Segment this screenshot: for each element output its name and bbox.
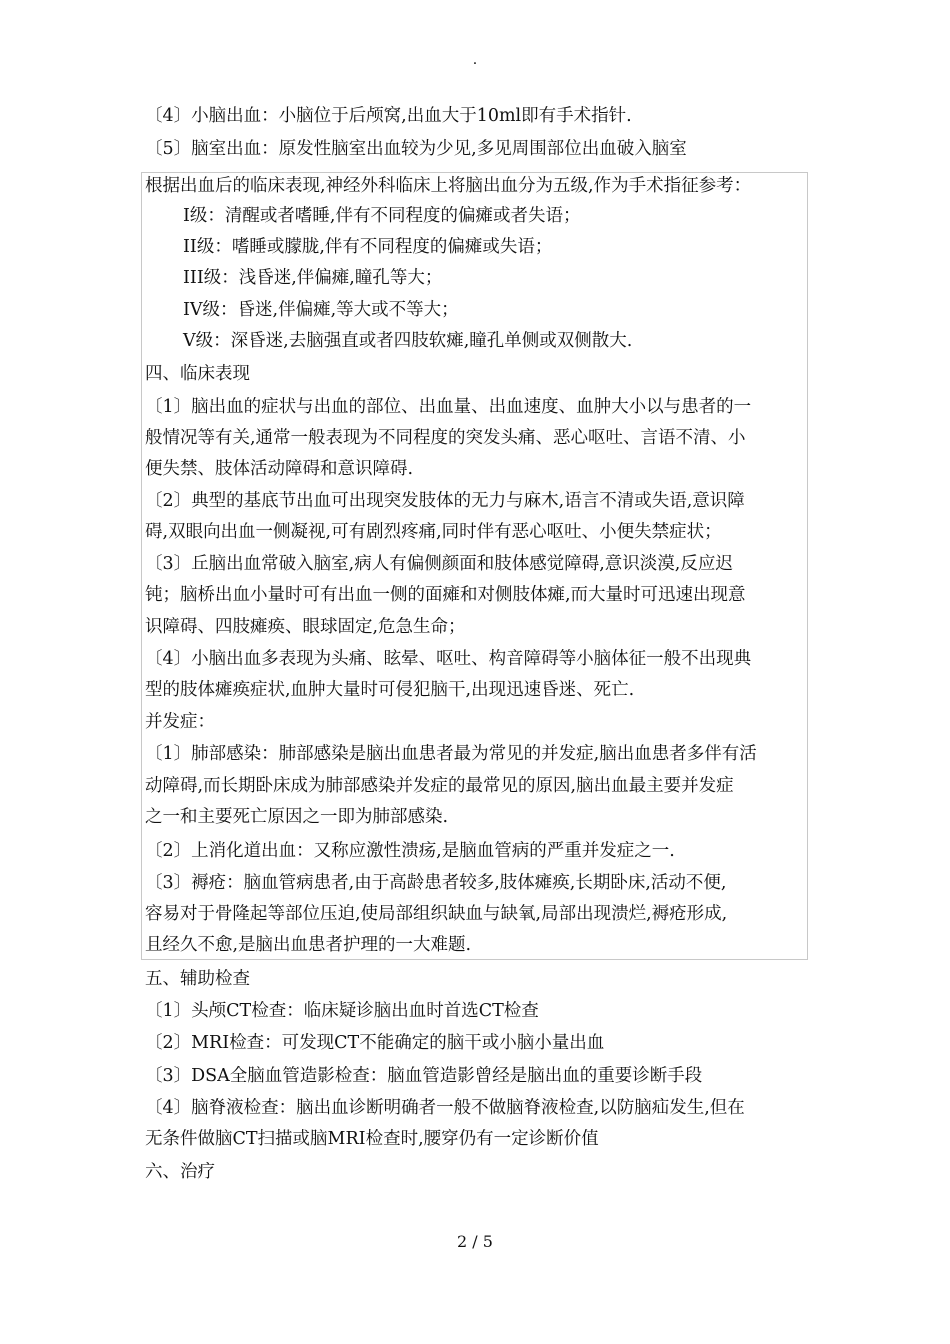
text-line: 且经久不愈,是脑出血患者护理的一大难题. xyxy=(145,935,472,955)
text-line: 〔1〕脑出血的症状与出血的部位、出血量、出血速度、血肿大小以与患者的一 xyxy=(145,397,752,417)
grade-intro: 根据出血后的临床表现,神经外科临床上将脑出血分为五级,作为手术指征参考： xyxy=(145,176,752,196)
grade-item: V级：深昏迷,去脑强直或者四肢软瘫,瞳孔单侧或双侧散大. xyxy=(183,331,633,351)
text-line: 〔4〕小脑出血多表现为头痛、眩晕、呕吐、构音障碍等小脑体征一般不出现典 xyxy=(145,649,752,669)
text-line: 〔4〕脑脊液检查：脑出血诊断明确者一般不做脑脊液检查,以防脑疝发生,但在 xyxy=(145,1098,745,1118)
section-heading: 五、辅助检查 xyxy=(145,969,250,989)
text-line: 容易对于骨隆起等部位压迫,使局部组织缺血与缺氧,局部出现溃烂,褥疮形成, xyxy=(145,904,728,924)
section-heading: 并发症： xyxy=(145,712,215,732)
text-line: 〔1〕头颅CT检查：临床疑诊脑出血时首选CT检查 xyxy=(145,1001,539,1021)
page-number: 2 / 5 xyxy=(457,1232,493,1251)
grade-item: II级：嗜睡或朦胧,伴有不同程度的偏瘫或失语； xyxy=(183,237,553,257)
text-line: 识障碍、四肢瘫痪、眼球固定,危急生命； xyxy=(145,617,466,637)
text-line: 〔5〕脑室出血：原发性脑室出血较为少见,多见周围部位出血破入脑室 xyxy=(145,139,687,159)
grade-item: IV级：昏迷,伴偏瘫,等大或不等大； xyxy=(183,300,459,320)
text-line: 〔3〕丘脑出血常破入脑室,病人有偏侧颜面和肢体感觉障碍,意识淡漠,反应迟 xyxy=(145,554,733,574)
text-line: 便失禁、肢体活动障碍和意识障碍. xyxy=(145,459,414,479)
grade-item: III级：浅昏迷,伴偏瘫,瞳孔等大； xyxy=(183,268,443,288)
text-line: 〔1〕肺部感染：肺部感染是脑出血患者最为常见的并发症,脑出血患者多伴有活 xyxy=(145,744,757,764)
text-line: 〔3〕DSA全脑血管造影检查：脑血管造影曾经是脑出血的重要诊断手段 xyxy=(145,1066,703,1086)
text-line: 之一和主要死亡原因之一即为肺部感染. xyxy=(145,807,449,827)
text-line: 〔4〕小脑出血：小脑位于后颅窝,出血大于10ml即有手术指针. xyxy=(145,106,632,126)
header-mark: . xyxy=(472,52,478,68)
text-line: 般情况等有关,通常一般表现为不同程度的突发头痛、恶心呕吐、言语不清、小 xyxy=(145,428,746,448)
text-line: 〔2〕典型的基底节出血可出现突发肢体的无力与麻木,语言不清或失语,意识障 xyxy=(145,491,745,511)
text-line: 〔2〕上消化道出血：又称应激性溃疡,是脑血管病的严重并发症之一. xyxy=(145,841,675,861)
text-line: 〔2〕MRI检查：可发现CT不能确定的脑干或小脑小量出血 xyxy=(145,1033,605,1053)
text-line: 型的肢体瘫痪症状,血肿大量时可侵犯脑干,出现迅速昏迷、死亡. xyxy=(145,680,635,700)
text-line: 无条件做脑CT扫描或脑MRI检查时,腰穿仍有一定诊断价值 xyxy=(145,1129,599,1149)
grade-item: I级：清醒或者嗜睡,伴有不同程度的偏瘫或者失语； xyxy=(183,206,581,226)
section-heading: 四、临床表现 xyxy=(145,364,250,384)
text-line: 钝；脑桥出血小量时可有出血一侧的面瘫和对侧肢体瘫,而大量时可迅速出现意 xyxy=(145,585,746,605)
text-line: 动障碍,而长期卧床成为肺部感染并发症的最常见的原因,脑出血最主要并发症 xyxy=(145,776,734,796)
text-line: 〔3〕褥疮：脑血管病患者,由于高龄患者较多,肢体瘫痪,长期卧床,活动不便, xyxy=(145,873,727,893)
section-heading: 六、治疗 xyxy=(145,1162,215,1182)
text-line: 碍,双眼向出血一侧凝视,可有剧烈疼痛,同时伴有恶心呕吐、小便失禁症状； xyxy=(145,522,722,542)
